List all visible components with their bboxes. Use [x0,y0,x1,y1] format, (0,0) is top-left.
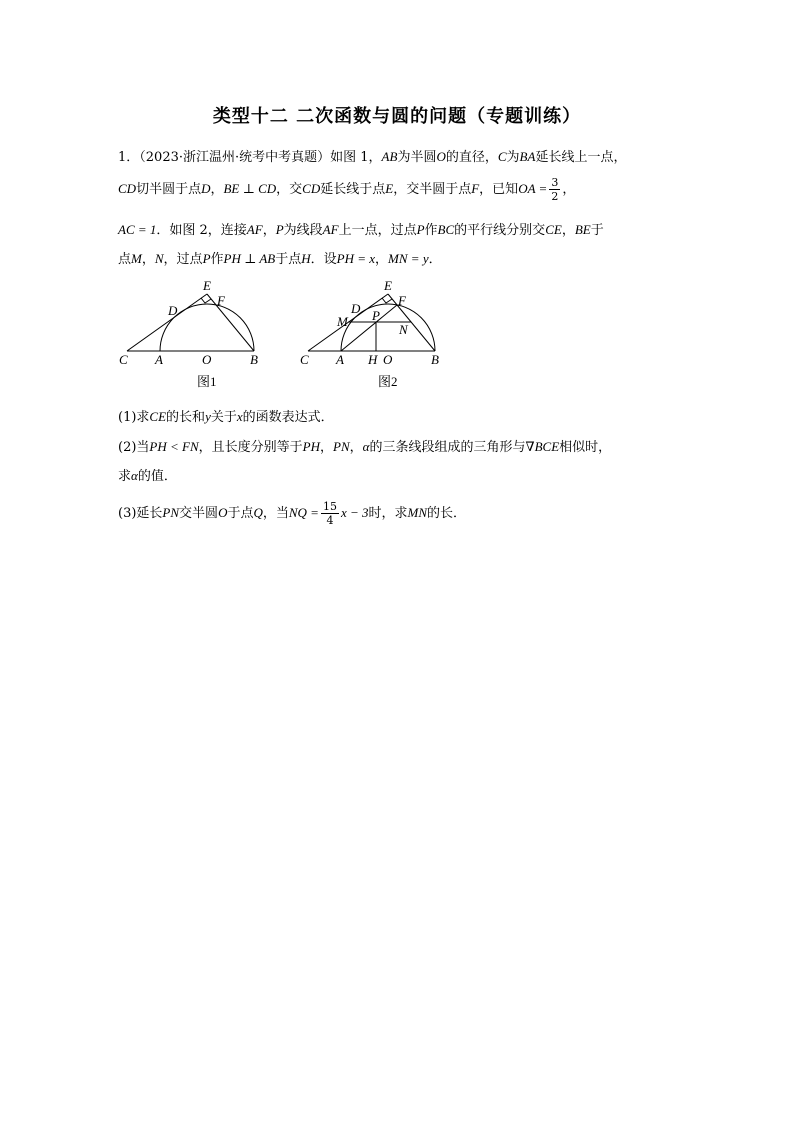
math-o: O [436,149,446,164]
math-m: M [131,251,142,266]
line-af [341,305,397,351]
text: ．设 [310,252,337,267]
fraction-numerator: 15 [322,500,337,513]
label-e: E [203,280,211,293]
text: ，过点 [163,252,203,267]
math-p: P [275,222,284,237]
fraction-3-over-2 [549,176,560,203]
fraction-numerator: 3 [551,176,559,189]
text: ， [561,223,575,238]
text: 的直径， [445,150,498,165]
text: ， [349,440,363,455]
text: 延长线于点 [320,182,386,197]
math-o: O [218,505,228,520]
text: (2)当 [118,440,150,455]
label-b: B [431,352,439,367]
text: 相似时， [559,440,612,455]
question-1 [118,406,334,425]
math-cd: CD [302,181,321,196]
math-ph: PH [302,439,320,454]
math-be: BE [574,222,591,237]
text: 作 [424,223,438,238]
text: 的长和 [166,410,206,425]
label-o: O [383,352,393,367]
figure-1 [115,280,275,392]
label-n: N [399,322,408,337]
label-m: M [337,314,348,329]
label-e: E [384,280,392,293]
math-ab: AB [381,149,398,164]
text: ，交 [276,182,303,197]
text: ．如图 2，连接 [156,223,247,238]
math-mn-eq: MN = y [388,251,429,266]
text: ， [375,252,389,267]
math-pn: PN [333,439,350,454]
line-ce [127,294,207,351]
math-f: F [471,181,480,196]
math-triangle-bce: ∇BCE [525,439,560,454]
text: 为半圆 [397,150,437,165]
line-eb [207,294,254,351]
text: ， [262,223,276,238]
text: 上一点，过点 [338,223,417,238]
text: 求 [118,469,132,484]
text: 关于 [210,410,237,425]
math-bc: BC [437,222,455,237]
figure-1-caption: 图1 [197,374,217,389]
math-ph-eq: PH = x [336,251,376,266]
label-c: C [300,352,309,367]
math-q: Q [253,505,263,520]
label-a: A [155,352,163,367]
text: ，已知 [479,182,519,197]
text: 的长． [427,506,467,521]
text: ， [141,252,155,267]
page-title: 类型十二 二次函数与圆的问题（专题训练） [212,106,582,127]
text: 于 [590,223,604,238]
right-angle-mark [201,298,211,303]
text: 于点 [227,506,254,521]
text: 的函数表达式． [242,410,334,425]
figure-2 [296,280,456,392]
math-ce: CE [149,409,167,424]
text: 的三条线段组成的三角形与 [369,440,526,455]
text: 延长线上一点， [535,150,627,165]
text: 作 [210,252,224,267]
text: 为 [506,150,520,165]
fraction-denominator: 4 [326,514,334,527]
text: 的平行线分别交 [454,223,546,238]
problem-line-2 [118,176,575,203]
label-p: P [372,308,380,323]
label-d: D [168,303,178,318]
text: 切半圆于点 [136,182,202,197]
math-p: P [202,251,211,266]
label-a: A [336,352,344,367]
math-af: AF [246,222,263,237]
math-y: y [205,409,211,424]
text: ， [562,182,576,197]
problem-line-3 [118,219,604,238]
math-e: E [385,181,394,196]
problem-source: （2023·浙江温州·统考中考真题） [139,150,331,165]
text: 点 [118,252,132,267]
math-x: x [236,409,243,424]
text: (1)求 [118,410,150,425]
math-be-perp-cd: BE ⊥ CD [223,181,277,196]
text: ，交半圆于点 [393,182,472,197]
text: ． [428,252,442,267]
math-nq-eq: NQ = [288,505,319,520]
text: ，且长度分别等于 [198,440,303,455]
label-h: H [368,352,378,367]
problem-line-4 [118,248,442,267]
question-3 [118,500,466,527]
math-ac-eq: AC = 1 [118,222,157,237]
fraction-denominator: 2 [551,190,559,203]
math-ce: CE [545,222,562,237]
math-d: D [201,181,211,196]
text: 为线段 [283,223,323,238]
text: 的值． [137,469,177,484]
question-2 [118,436,611,455]
label-d: D [351,301,361,316]
math-af: AF [322,222,339,237]
text: 如图 1， [330,150,382,165]
label-b: B [250,352,258,367]
math-p: P [416,222,425,237]
right-angle-mark [382,298,392,303]
math-ba: BA [519,149,536,164]
math-oa-eq: OA = [518,181,548,196]
math-c: C [497,149,507,164]
math-expression: x − 3 [340,505,369,520]
math-alpha: α [131,468,138,483]
problem-line-1 [118,146,626,165]
figure-2-caption: 图2 [378,374,398,389]
math-n: N [154,251,164,266]
text: ，当 [262,506,289,521]
text: 时，求 [368,506,408,521]
math-h: H [301,251,311,266]
text: (3)延长 [118,506,163,521]
problem-number: 1． [118,150,140,165]
text: ， [210,182,224,197]
text: 交半圆 [179,506,219,521]
text: 于点 [275,252,302,267]
label-c: C [119,352,128,367]
math-cd: CD [118,181,137,196]
math-mn: MN [407,505,428,520]
math-ph-perp-ab: PH ⊥ AB [223,251,276,266]
label-o: O [202,352,212,367]
label-f: F [217,293,225,308]
question-2-continued [118,465,177,484]
math-pn: PN [162,505,180,520]
text: ， [320,440,334,455]
math-ph-lt-fn: PH < FN [149,439,199,454]
label-f: F [398,293,406,308]
fraction-15-over-4 [321,500,339,527]
math-alpha: α [362,439,370,454]
